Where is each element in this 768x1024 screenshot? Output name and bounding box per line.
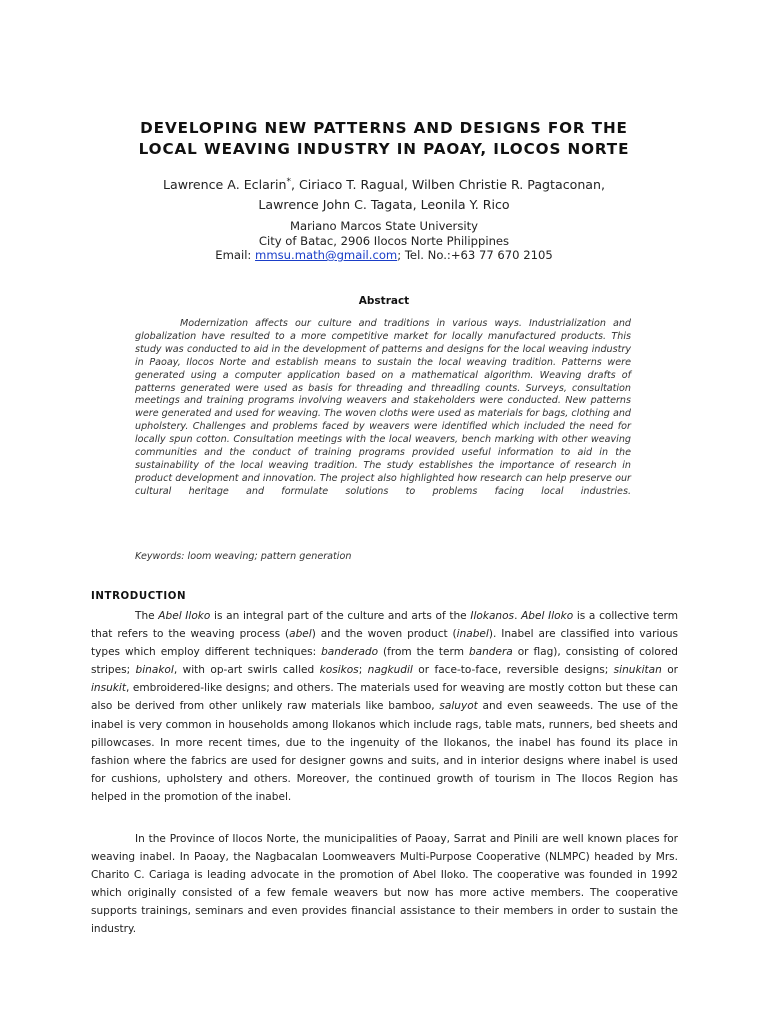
co-authors: , Ciriaco T. Ragual, Wilben Christie R. Pagtaconan, bbox=[290, 177, 606, 193]
keywords: Keywords: loom weaving; pattern generation bbox=[135, 551, 352, 562]
paragraph-2-text: In the Province of Ilocos Norte, the municipalities of Paoay, Sarrat and Pinili are well known places for weaving inabel. In Paoay, the Nagbacalan Loomweavers Multi-Purpose Cooperative (NLMPC) headed by Mrs. Charito C. Cariaga is leading advocate in the promotion of Abel Iloko. The cooperative was founded in 1992 which originally consisted of a few female weavers but now has more active members. The cooperative supports trainings, seminars and even provides financial assistance to their members in order to sustain the industry. bbox=[91, 833, 678, 936]
author-line-2: Lawrence John C. Tagata, Leonila Y. Rico bbox=[258, 197, 510, 213]
contact-line bbox=[60, 248, 708, 263]
university-name: Mariano Marcos State University bbox=[290, 219, 478, 233]
university-address: City of Batac, 2906 Ilocos Norte Philippines bbox=[258, 233, 510, 248]
first-author: Lawrence A. Eclarin bbox=[162, 177, 287, 193]
telephone: ; Tel. No.:+63 77 670 2105 bbox=[397, 248, 553, 262]
abstract-body: Modernization affects our culture and traditions in various ways. Industrialization and globalization have resulted to a more competitive market for locally manufactured products. This study was conducted to aid in the development of patterns and designs for the local weaving industry in Paoay, Ilocos Norte and establish means to sustain the local weaving tradition. Patterns were generated using a computer application based on a mathematical algorithm. Weaving drafts of patterns generated were used as basis for threading and threadling counts. Surveys, consultation meetings and training programs involving weavers and stakeholders were conducted. New patterns were generated and used for weaving. The woven cloths were used as materials for bags, clothing and upholstery. Challenges and problems faced by weavers were identified which included the need for locally spun cotton. Consultation meetings with the local weavers, bench marking with other weaving communities and the conduct of training programs provided useful information to aid in the sustainability of the local weaving tradition. The study establishes the importance of research in product development and innovation. The project also highlighted how research can help preserve our cultural heritage and formulate solutions to problems facing local industries. bbox=[135, 318, 631, 497]
email-link[interactable]: mmsu.math@gmail.com bbox=[255, 248, 398, 262]
affiliation bbox=[60, 219, 708, 263]
title-line-2: LOCAL WEAVING INDUSTRY IN PAOAY, ILOCOS NORTE bbox=[138, 140, 630, 158]
author-list bbox=[60, 172, 708, 215]
introduction-paragraph-1: The Abel Iloko is an integral part of the culture and arts of the Ilokanos. Abel Iloko is a collective term that refers to the weaving process (abel) and the woven product (inabel). Inabel are classified into various types which employ different techniques: banderado (from the term bandera or flag), consisting of colored stripes; binakol, with op-art swirls called kosikos; nagkudil or face-to-face, reversible designs; sinukitan or insukit, embroidered-like designs; and others. The materials used for weaving are mostly cotton but these can also be derived from other unlikely raw materials like bamboo, saluyot and even seaweeds. The use of the inabel is very common in households among Ilokanos which include rags, table mats, runners, bed sheets and pillowcases. In more recent times, due to the ingenuity of the Ilokanos, the inabel has found its place in fashion where the fabrics are used for designer gowns and suits, and in interior designs where inabel is used for cushions, upholstery and others. Moreover, the continued growth of tourism in The Ilocos Region has helped in the promotion of the inabel. bbox=[91, 610, 679, 803]
introduction-paragraph-2 bbox=[91, 830, 678, 939]
title-line-1: DEVELOPING NEW PATTERNS AND DESIGNS FOR THE bbox=[140, 119, 628, 137]
email-label: Email: bbox=[215, 248, 256, 262]
abstract-heading: Abstract bbox=[358, 295, 410, 307]
paper-title bbox=[60, 118, 708, 160]
author-line-1 bbox=[60, 172, 708, 195]
introduction-heading: INTRODUCTION bbox=[91, 591, 187, 602]
corresponding-author-mark: * bbox=[286, 177, 291, 187]
